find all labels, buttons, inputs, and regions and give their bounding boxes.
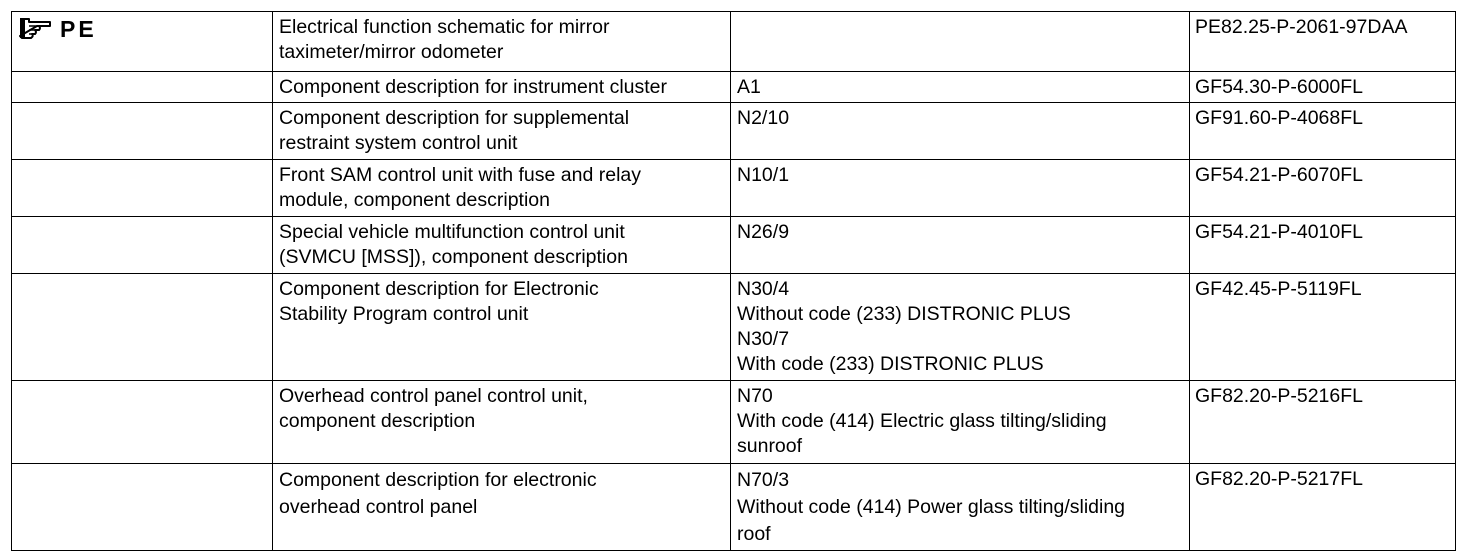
table-row bbox=[12, 274, 1456, 381]
component-cell bbox=[731, 464, 1190, 551]
description-line: Electrical function schematic for mirror bbox=[279, 16, 610, 38]
component-line: N26/9 bbox=[737, 221, 790, 243]
description-line: Component description for supplemental bbox=[279, 107, 630, 129]
description-cell bbox=[273, 103, 731, 160]
description-line: Component description for Electronic bbox=[279, 278, 599, 300]
description-line: Stability Program control unit bbox=[279, 303, 529, 325]
marker-cell bbox=[12, 274, 273, 381]
table-row bbox=[12, 217, 1456, 274]
marker-cell bbox=[12, 103, 273, 160]
description-cell bbox=[273, 12, 731, 72]
document-number: PE82.25-P-2061-97DAA bbox=[1190, 12, 1456, 72]
pointing-hand-icon bbox=[18, 16, 52, 47]
description-line: module, component description bbox=[279, 189, 550, 211]
component-line: Without code (414) Power glass tilting/sliding bbox=[737, 496, 1126, 518]
description-line: component description bbox=[279, 410, 476, 432]
description-cell bbox=[273, 381, 731, 464]
description-line: taximeter/mirror odometer bbox=[279, 41, 504, 63]
component-line: Without code (233) DISTRONIC PLUS bbox=[737, 303, 1071, 325]
description-cell bbox=[273, 464, 731, 551]
component-line: N70/3 bbox=[737, 469, 790, 491]
component-cell bbox=[731, 12, 1190, 72]
document-number: GF54.21-P-4010FL bbox=[1190, 217, 1456, 274]
component-line: A1 bbox=[737, 76, 761, 98]
marker-cell bbox=[12, 72, 273, 103]
component-line: N30/4 bbox=[737, 278, 790, 300]
marker-cell bbox=[12, 217, 273, 274]
description-cell bbox=[273, 72, 731, 103]
description-line: Component description for instrument cluster bbox=[279, 76, 668, 98]
component-line: With code (233) DISTRONIC PLUS bbox=[737, 353, 1044, 375]
component-cell bbox=[731, 160, 1190, 217]
table-row bbox=[12, 103, 1456, 160]
description-line: Component description for electronic bbox=[279, 469, 597, 491]
document-number: GF54.21-P-6070FL bbox=[1190, 160, 1456, 217]
description-line: Special vehicle multifunction control unit bbox=[279, 221, 625, 243]
description-line: (SVMCU [MSS]), component description bbox=[279, 246, 628, 268]
table-row bbox=[12, 381, 1456, 464]
document-number: GF82.20-P-5217FL bbox=[1190, 464, 1456, 551]
description-line: restraint system control unit bbox=[279, 132, 518, 154]
description-cell bbox=[273, 274, 731, 381]
table-row bbox=[12, 12, 1456, 72]
marker-cell bbox=[12, 381, 273, 464]
component-cell bbox=[731, 72, 1190, 103]
document-number: GF82.20-P-5216FL bbox=[1190, 381, 1456, 464]
table-row bbox=[12, 464, 1456, 551]
component-line: With code (414) Electric glass tilting/sliding bbox=[737, 410, 1107, 432]
component-line: N70 bbox=[737, 385, 773, 407]
component-cell bbox=[731, 381, 1190, 464]
component-cell bbox=[731, 217, 1190, 274]
document-number: GF42.45-P-5119FL bbox=[1190, 274, 1456, 381]
component-line: roof bbox=[737, 523, 771, 545]
description-line: overhead control panel bbox=[279, 496, 478, 518]
component-cell bbox=[731, 103, 1190, 160]
pe-label: PE bbox=[60, 16, 97, 42]
document-number: GF91.60-P-4068FL bbox=[1190, 103, 1456, 160]
component-cell bbox=[731, 274, 1190, 381]
component-line: N30/7 bbox=[737, 328, 790, 350]
component-line: N2/10 bbox=[737, 107, 790, 129]
component-line: sunroof bbox=[737, 435, 803, 457]
marker-cell bbox=[12, 464, 273, 551]
table-row bbox=[12, 160, 1456, 217]
marker-cell bbox=[12, 160, 273, 217]
description-line: Front SAM control unit with fuse and relay bbox=[279, 164, 641, 186]
reference-table bbox=[11, 11, 1456, 551]
component-line: N10/1 bbox=[737, 164, 790, 186]
marker-cell bbox=[12, 12, 273, 72]
description-cell bbox=[273, 217, 731, 274]
description-cell bbox=[273, 160, 731, 217]
description-line: Overhead control panel control unit, bbox=[279, 385, 588, 407]
document-number: GF54.30-P-6000FL bbox=[1190, 72, 1456, 103]
table-row bbox=[12, 72, 1456, 103]
